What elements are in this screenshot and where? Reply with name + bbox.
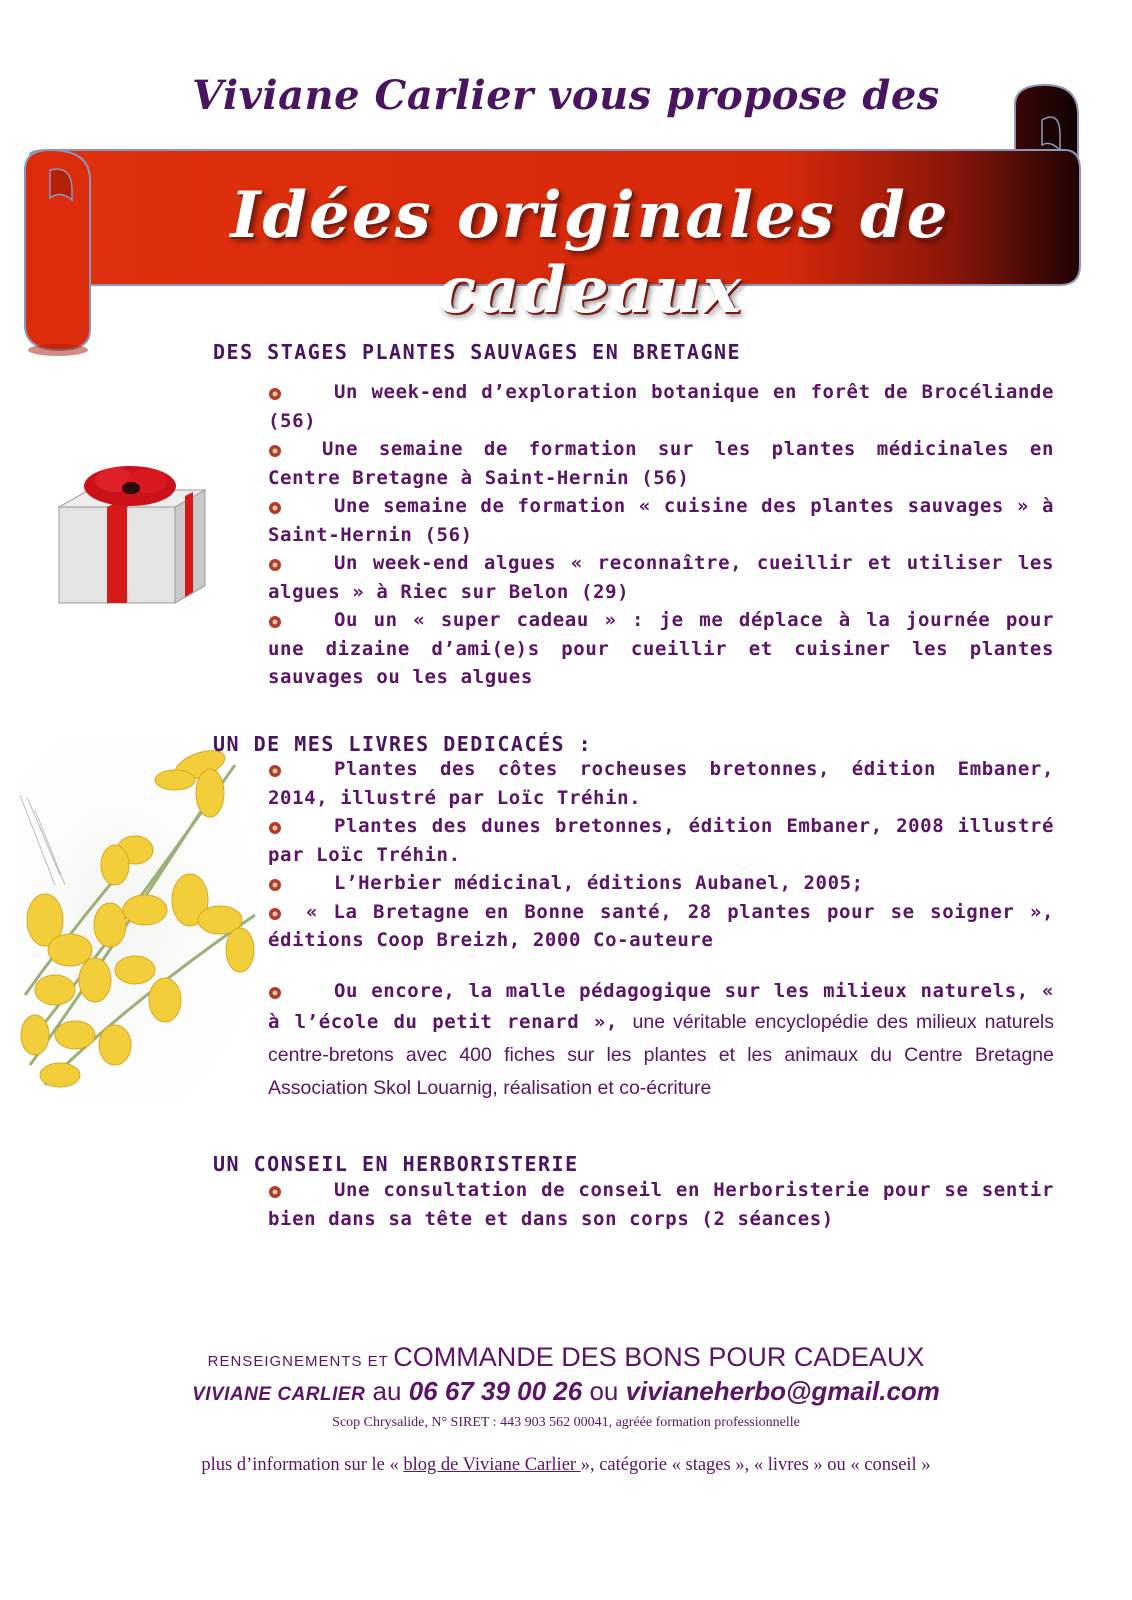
poppy-bullet-icon <box>268 438 282 452</box>
section-heading-conseil: UN CONSEIL EN HERBORISTERIE <box>213 1152 579 1176</box>
list-item: Une semaine de formation « cuisine des plantes sauvages » à Saint-Hernin (56) <box>268 495 1054 546</box>
footer-renseignements: RENSEIGNEMENTS ET COMMANDE DES BONS POUR CADEAUX <box>207 1342 925 1372</box>
banner-title: Idées originales de cadeaux <box>230 178 950 328</box>
broom-flowers-illustration <box>15 735 275 1105</box>
contact-name: VIVIANE CARLIER <box>192 1384 366 1405</box>
poppy-bullet-icon <box>268 980 282 994</box>
list-item: Ou un « super cadeau » : je me déplace à la journée pour une dizaine d’ami(e)s pour cueillir et cuisiner les plantes sauvages ou les algues <box>268 609 1054 688</box>
poppy-bullet-icon <box>268 815 282 829</box>
list-item: Un week-end algues « reconnaître, cueillir et utiliser les algues » à Riec sur Belon (29) <box>268 552 1054 603</box>
poppy-bullet-icon <box>268 1179 282 1193</box>
email-link[interactable]: vivianeherbo@gmail.com <box>625 1376 940 1406</box>
gift-box-icon <box>55 462 215 607</box>
intro-line: Viviane Carlier vous propose des <box>192 72 940 119</box>
section-heading-livres: UN DE MES LIVRES DEDICACÉS : <box>213 732 593 756</box>
blog-link[interactable]: blog de Viviane Carlier <box>403 1455 581 1475</box>
list-item: Un week-end d’exploration botanique en forêt de Brocéliande (56) <box>268 381 1054 432</box>
legal-notice: Scop Chrysalide, N° SIRET : 443 903 562 00041, agréée formation professionnelle <box>332 1415 800 1430</box>
footer-contact: VIVIANE CARLIER au 06 67 39 00 26 ou vivianeherbo@gmail.com <box>192 1376 940 1406</box>
poppy-bullet-icon <box>268 552 282 566</box>
section-heading-stages: DES STAGES PLANTES SAUVAGES EN BRETAGNE <box>213 340 742 364</box>
poppy-bullet-icon <box>268 872 282 886</box>
list-item: « La Bretagne en Bonne santé, 28 plantes pour se soigner », éditions Coop Breizh, 2000 Co-auteure <box>268 900 1054 951</box>
stages-list <box>268 378 1054 692</box>
poppy-bullet-icon <box>268 609 282 623</box>
list-item: Une consultation de conseil en Herboristerie pour se sentir bien dans sa tête et dans son corps (2 séances) <box>268 1179 1054 1230</box>
malle-paragraph: Ou encore, la malle pédagogique sur les milieux naturels, « à l’école du petit renard », une véritable encyclopédie des milieux naturels centre-bretons avec 400 fiches sur les plantes et les animaux du Centre Bretagne Association Skol Louarnig, réalisation et co-écriture <box>268 980 1055 1099</box>
phone-number[interactable]: 06 67 39 00 26 <box>408 1376 583 1406</box>
list-item: L’Herbier médicinal, éditions Aubanel, 2005; <box>268 869 1054 898</box>
poppy-bullet-icon <box>268 381 282 395</box>
poppy-bullet-icon <box>268 901 282 915</box>
list-item: Plantes des côtes rocheuses bretonnes, édition Embaner, 2014, illustré par Loïc Tréhin. <box>268 758 1054 809</box>
poppy-bullet-icon <box>268 758 282 772</box>
poppy-bullet-icon <box>268 495 282 509</box>
footer-info: plus d’information sur le « blog de Viviane Carlier », catégorie « stages », « livres » ou « conseil » <box>201 1455 931 1475</box>
livres-list <box>268 755 1054 955</box>
list-item: Une semaine de formation sur les plantes médicinales en Centre Bretagne à Saint-Hernin (56) <box>268 438 1054 489</box>
list-item: Plantes des dunes bretonnes, édition Embaner, 2008 illustré par Loïc Tréhin. <box>268 815 1054 866</box>
conseil-list <box>268 1176 1054 1233</box>
